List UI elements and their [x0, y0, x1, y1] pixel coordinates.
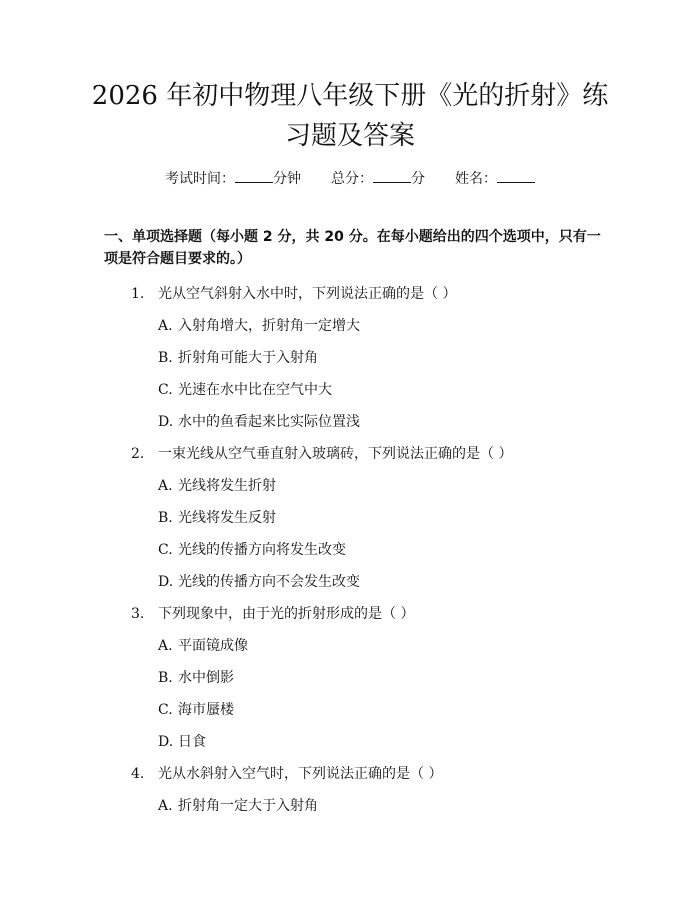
option-letter: B.: [158, 350, 173, 366]
student-name: [455, 168, 535, 188]
question-number: 1.: [131, 286, 145, 302]
exam-time-unit: 分钟: [273, 171, 301, 187]
question-2: [131, 443, 512, 463]
student-name-blank: [497, 170, 535, 183]
question-text: 光从空气斜射入水中时，下列说法正确的是（ ）: [158, 286, 457, 302]
question-number: 2.: [131, 446, 145, 462]
option-text: 光线的传播方向不会发生改变: [178, 574, 360, 590]
option-letter: D.: [158, 414, 174, 430]
option-letter: B.: [158, 670, 173, 686]
question-4: [131, 763, 442, 783]
question-text: 一束光线从空气垂直射入玻璃砖，下列说法正确的是（ ）: [158, 446, 513, 462]
option-2b: [158, 507, 276, 527]
page-title: [60, 76, 640, 156]
option-text: 光速在水中比在空气中大: [178, 382, 332, 398]
option-text: 日食: [178, 734, 206, 750]
question-number: 3.: [131, 606, 145, 622]
total-score: [331, 168, 425, 188]
question-3: [131, 603, 414, 623]
option-text: 折射角一定大于入射角: [178, 798, 318, 814]
exam-time-label: 考试时间：: [165, 171, 235, 187]
option-text: 光线将发生折射: [178, 478, 276, 494]
question-text: 下列现象中，由于光的折射形成的是（ ）: [158, 606, 415, 622]
total-score-blank: [373, 170, 411, 183]
option-1d: [158, 411, 360, 431]
option-2c: [158, 539, 346, 559]
option-letter: C.: [158, 542, 173, 558]
question-text: 光从水斜射入空气时，下列说法正确的是（ ）: [158, 766, 443, 782]
option-letter: A.: [158, 638, 173, 654]
option-letter: D.: [158, 734, 174, 750]
option-letter: A.: [158, 478, 173, 494]
option-3c: [158, 699, 234, 719]
option-text: 平面镜成像: [178, 638, 248, 654]
title-line-2: 习题及答案: [284, 121, 415, 151]
option-4a: [158, 795, 318, 815]
option-2d: [158, 571, 360, 591]
total-score-label: 总分：: [331, 171, 373, 187]
option-text: 水中的鱼看起来比实际位置浅: [178, 414, 360, 430]
section-heading: 一、单项选择题（每小题 2 分，共 20 分。在每小题给出的四个选项中，只有一项是符合题目要求的。）: [104, 229, 601, 267]
exam-time: [165, 168, 301, 188]
option-text: 光线将发生反射: [178, 510, 276, 526]
option-text: 水中倒影: [178, 670, 234, 686]
student-name-label: 姓名：: [455, 171, 497, 187]
option-3a: [158, 635, 248, 655]
option-1a: [158, 315, 360, 335]
option-text: 入射角增大，折射角一定增大: [178, 318, 360, 334]
option-letter: C.: [158, 702, 173, 718]
option-1c: [158, 379, 332, 399]
option-letter: A.: [158, 798, 173, 814]
option-text: 海市蜃楼: [178, 702, 234, 718]
option-letter: A.: [158, 318, 173, 334]
option-1b: [158, 347, 318, 367]
option-text: 光线的传播方向将发生改变: [178, 542, 346, 558]
total-score-unit: 分: [411, 171, 425, 187]
option-3b: [158, 667, 234, 687]
question-number: 4.: [131, 766, 145, 782]
option-letter: B.: [158, 510, 173, 526]
option-letter: D.: [158, 574, 174, 590]
option-text: 折射角可能大于入射角: [178, 350, 318, 366]
title-line-1: 2026 年初中物理八年级下册《光的折射》练: [91, 81, 609, 111]
option-2a: [158, 475, 276, 495]
exam-meta: [0, 168, 700, 188]
exam-time-blank: [235, 170, 273, 183]
option-3d: [158, 731, 206, 751]
question-1: [131, 283, 456, 303]
option-letter: C.: [158, 382, 173, 398]
